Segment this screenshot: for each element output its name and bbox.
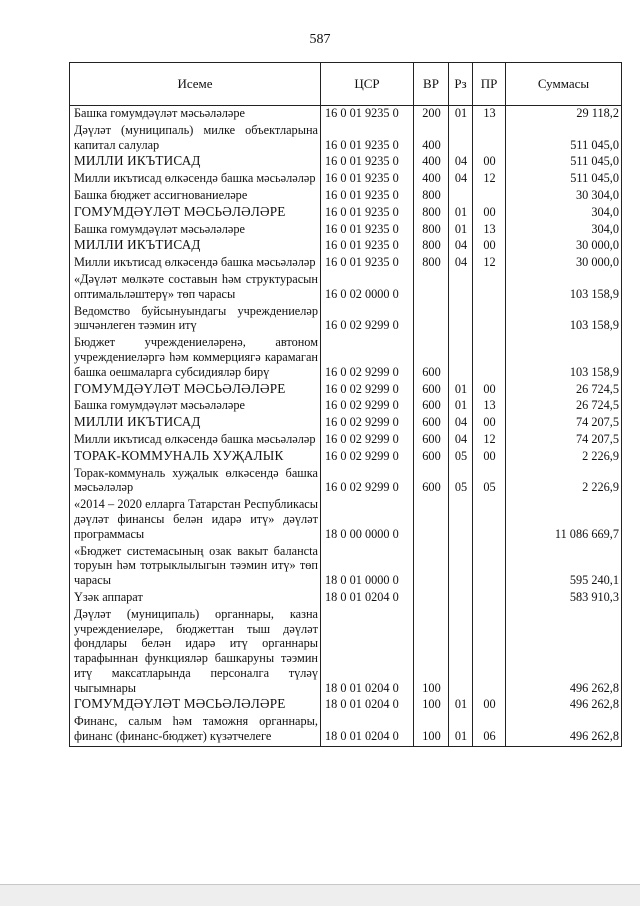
cell-sum: 595 240,1 (506, 544, 622, 590)
cell-pr: 12 (473, 432, 506, 449)
cell-vr (414, 544, 449, 590)
header-vr: ВР (414, 63, 449, 106)
cell-pr: 00 (473, 449, 506, 466)
cell-rz: 04 (449, 432, 473, 449)
cell-rz (449, 188, 473, 205)
cell-name: ГОМУМДӘҮЛӘТ МӘСЬӘЛӘЛӘРЕ (70, 697, 321, 714)
table-row (70, 205, 622, 222)
cell-sum: 103 158,9 (506, 304, 622, 336)
table-row (70, 544, 622, 590)
cell-rz: 01 (449, 205, 473, 222)
cell-vr: 600 (414, 398, 449, 415)
cell-sum: 103 158,9 (506, 272, 622, 304)
cell-csr: 18 0 01 0000 0 (321, 544, 414, 590)
cell-vr: 400 (414, 123, 449, 155)
cell-csr: 16 0 02 9299 0 (321, 304, 414, 336)
cell-csr: 16 0 01 9235 0 (321, 171, 414, 188)
table-header (70, 63, 622, 106)
cell-vr: 600 (414, 449, 449, 466)
cell-name: Башка гомумдәүләт мәсьәләләре (70, 222, 321, 239)
cell-vr: 800 (414, 238, 449, 255)
cell-name: Дәүләт (муниципаль) милке объектларына капитал салулар (70, 123, 321, 155)
cell-csr: 16 0 02 9299 0 (321, 382, 414, 399)
cell-csr: 16 0 01 9235 0 (321, 205, 414, 222)
table-row (70, 255, 622, 272)
cell-name: Бюджет учреждениеләренә, автоном учреждениеләргә һәм коммерциягә карамаган башка оешмаларга субсидияләр бирү (70, 335, 321, 381)
cell-csr: 16 0 02 9299 0 (321, 335, 414, 381)
cell-name: Милли икътисад өлкәсендә башка мәсьәләләр (70, 171, 321, 188)
cell-rz: 01 (449, 714, 473, 746)
cell-pr (473, 590, 506, 607)
cell-sum: 30 000,0 (506, 238, 622, 255)
cell-rz: 01 (449, 398, 473, 415)
cell-vr (414, 272, 449, 304)
cell-rz: 05 (449, 449, 473, 466)
cell-sum: 2 226,9 (506, 449, 622, 466)
cell-rz (449, 123, 473, 155)
cell-pr: 12 (473, 171, 506, 188)
cell-sum: 26 724,5 (506, 382, 622, 399)
cell-name: «2014 – 2020 елларга Татарстан Республикасы дәүләт финансы белән идарә итү» дәүләт программасы (70, 497, 321, 543)
cell-csr: 16 0 02 0000 0 (321, 272, 414, 304)
cell-sum: 583 910,3 (506, 590, 622, 607)
cell-vr: 800 (414, 255, 449, 272)
cell-pr (473, 188, 506, 205)
cell-rz: 01 (449, 106, 473, 123)
cell-pr (473, 304, 506, 336)
cell-rz: 01 (449, 382, 473, 399)
cell-vr: 600 (414, 466, 449, 498)
cell-name: Башка гомумдәүләт мәсьәләләре (70, 398, 321, 415)
cell-csr: 16 0 02 9299 0 (321, 466, 414, 498)
cell-pr (473, 497, 506, 543)
cell-name: Торак-коммуналь хуҗалык өлкәсендә башка мәсьәләләр (70, 466, 321, 498)
cell-csr: 16 0 02 9299 0 (321, 432, 414, 449)
table-row (70, 304, 622, 336)
cell-name: ГОМУМДӘҮЛӘТ МӘСЬӘЛӘЛӘРЕ (70, 205, 321, 222)
cell-sum: 74 207,5 (506, 432, 622, 449)
cell-rz (449, 304, 473, 336)
cell-pr: 13 (473, 398, 506, 415)
cell-vr: 100 (414, 607, 449, 698)
cell-csr: 16 0 01 9235 0 (321, 188, 414, 205)
cell-sum: 511 045,0 (506, 154, 622, 171)
cell-name: МИЛЛИ ИКЪТИСАД (70, 154, 321, 171)
table-row (70, 272, 622, 304)
cell-csr: 16 0 01 9235 0 (321, 123, 414, 155)
table-row (70, 171, 622, 188)
cell-pr (473, 607, 506, 698)
cell-pr: 00 (473, 697, 506, 714)
cell-rz (449, 272, 473, 304)
cell-pr: 00 (473, 415, 506, 432)
cell-sum: 496 262,8 (506, 607, 622, 698)
cell-rz (449, 335, 473, 381)
cell-csr: 16 0 01 9235 0 (321, 222, 414, 239)
cell-vr: 600 (414, 432, 449, 449)
cell-rz: 01 (449, 697, 473, 714)
cell-csr: 16 0 01 9235 0 (321, 106, 414, 123)
cell-vr: 600 (414, 382, 449, 399)
table-row (70, 449, 622, 466)
cell-rz: 01 (449, 222, 473, 239)
table-row (70, 382, 622, 399)
cell-vr: 200 (414, 106, 449, 123)
cell-sum: 29 118,2 (506, 106, 622, 123)
table-row (70, 335, 622, 381)
cell-rz: 05 (449, 466, 473, 498)
cell-rz: 04 (449, 171, 473, 188)
cell-sum: 11 086 669,7 (506, 497, 622, 543)
table-row (70, 497, 622, 543)
cell-pr (473, 544, 506, 590)
table-row (70, 188, 622, 205)
cell-name: «Дәүләт мөлкәте составын һәм структурасын оптимальләштерү» төп чарасы (70, 272, 321, 304)
cell-sum: 304,0 (506, 222, 622, 239)
cell-pr: 06 (473, 714, 506, 746)
cell-vr: 100 (414, 714, 449, 746)
cell-csr: 16 0 01 9235 0 (321, 255, 414, 272)
table-row (70, 106, 622, 123)
header-pr: ПР (473, 63, 506, 106)
cell-name: Ведомство буйсынуындагы учреждениеләр эшчәнлеген тәэмин итү (70, 304, 321, 336)
table-row (70, 398, 622, 415)
table-row (70, 222, 622, 239)
table-row (70, 154, 622, 171)
cell-rz (449, 607, 473, 698)
cell-vr: 800 (414, 222, 449, 239)
cell-name: МИЛЛИ ИКЪТИСАД (70, 238, 321, 255)
cell-name: «Бюджет системасының озак вакыт балансta торуын һәм тотрыклылыгын тәэмин итү» төп чарасы (70, 544, 321, 590)
table-row (70, 466, 622, 498)
header-sum: Суммасы (506, 63, 622, 106)
cell-pr: 05 (473, 466, 506, 498)
cell-name: Милли икътисад өлкәсендә башка мәсьәләләр (70, 432, 321, 449)
table-row (70, 607, 622, 698)
cell-sum: 511 045,0 (506, 171, 622, 188)
cell-csr: 16 0 01 9235 0 (321, 238, 414, 255)
header-name: Исеме (70, 63, 321, 106)
table-row (70, 714, 622, 746)
cell-pr: 00 (473, 238, 506, 255)
scan-bottom-edge (0, 884, 640, 906)
cell-sum: 304,0 (506, 205, 622, 222)
cell-rz: 04 (449, 415, 473, 432)
cell-pr: 13 (473, 106, 506, 123)
cell-vr: 600 (414, 335, 449, 381)
cell-csr: 18 0 00 0000 0 (321, 497, 414, 543)
cell-name: Милли икътисад өлкәсендә башка мәсьәләләр (70, 255, 321, 272)
cell-pr: 12 (473, 255, 506, 272)
cell-csr: 18 0 01 0204 0 (321, 607, 414, 698)
cell-vr (414, 497, 449, 543)
header-rz: Рз (449, 63, 473, 106)
table-row (70, 238, 622, 255)
cell-name: Үзәк аппарат (70, 590, 321, 607)
cell-rz: 04 (449, 238, 473, 255)
cell-sum: 26 724,5 (506, 398, 622, 415)
header-csr: ЦСР (321, 63, 414, 106)
cell-sum: 2 226,9 (506, 466, 622, 498)
cell-name: МИЛЛИ ИКЪТИСАД (70, 415, 321, 432)
cell-pr: 00 (473, 382, 506, 399)
cell-pr: 00 (473, 205, 506, 222)
table-row (70, 123, 622, 155)
cell-csr: 18 0 01 0204 0 (321, 697, 414, 714)
cell-vr (414, 590, 449, 607)
cell-csr: 16 0 02 9299 0 (321, 398, 414, 415)
cell-rz (449, 544, 473, 590)
cell-vr: 400 (414, 171, 449, 188)
cell-sum: 511 045,0 (506, 123, 622, 155)
table-row (70, 697, 622, 714)
cell-pr (473, 272, 506, 304)
table-row (70, 432, 622, 449)
table-row (70, 415, 622, 432)
cell-pr: 13 (473, 222, 506, 239)
cell-name: Дәүләт (муниципаль) органнары, казна учреждениеләре, бюджеттан тыш дәүләт фондлары белән идарә итү органнары тарафыннан функцияләр башкаруны тәэмин итү максатларында персоналга түләү чыгымнары (70, 607, 321, 698)
page-number: 587 (309, 32, 331, 47)
table-body (70, 106, 622, 747)
cell-vr: 800 (414, 205, 449, 222)
cell-pr (473, 123, 506, 155)
cell-vr: 400 (414, 154, 449, 171)
cell-rz: 04 (449, 154, 473, 171)
cell-rz: 04 (449, 255, 473, 272)
cell-vr (414, 304, 449, 336)
cell-name: Финанс, салым һәм таможня органнары, финанс (финанс-бюджет) күзәтчелеге (70, 714, 321, 746)
table-row (70, 590, 622, 607)
cell-rz (449, 497, 473, 543)
cell-csr: 18 0 01 0204 0 (321, 714, 414, 746)
cell-sum: 30 304,0 (506, 188, 622, 205)
cell-pr (473, 335, 506, 381)
cell-csr: 16 0 02 9299 0 (321, 415, 414, 432)
cell-name: Башка бюджет ассигнованиеләре (70, 188, 321, 205)
cell-csr: 16 0 01 9235 0 (321, 154, 414, 171)
budget-table (69, 62, 622, 747)
cell-sum: 496 262,8 (506, 697, 622, 714)
cell-pr: 00 (473, 154, 506, 171)
cell-vr: 600 (414, 415, 449, 432)
cell-name: Башка гомумдәүләт мәсьәләләре (70, 106, 321, 123)
cell-sum: 103 158,9 (506, 335, 622, 381)
cell-csr: 18 0 01 0204 0 (321, 590, 414, 607)
cell-sum: 74 207,5 (506, 415, 622, 432)
cell-name: ГОМУМДӘҮЛӘТ МӘСЬӘЛӘЛӘРЕ (70, 382, 321, 399)
cell-sum: 496 262,8 (506, 714, 622, 746)
cell-vr: 800 (414, 188, 449, 205)
cell-vr: 100 (414, 697, 449, 714)
cell-name: ТОРАК-КОММУНАЛЬ ХУҖАЛЫК (70, 449, 321, 466)
cell-sum: 30 000,0 (506, 255, 622, 272)
cell-csr: 16 0 02 9299 0 (321, 449, 414, 466)
cell-rz (449, 590, 473, 607)
